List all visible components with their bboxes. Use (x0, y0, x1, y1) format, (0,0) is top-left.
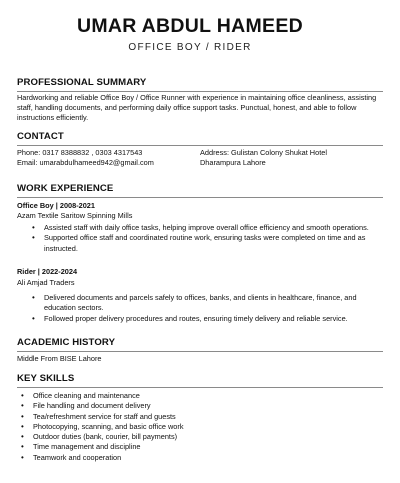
contact-email: Email: umarabdulhameed942@gmail.com (17, 158, 154, 167)
education-text: Middle From BISE Lahore (17, 354, 102, 363)
experience-heading: WORK EXPERIENCE (17, 183, 114, 194)
summary-text: Hardworking and reliable Office Boy / Office Runner with experience in maintaining office cleanliness, assisting staff, handling documents, and performing daily office support tasks. Punctual, honest, and able to follow instructions efficiently. (17, 93, 377, 123)
contact-heading: CONTACT (17, 131, 64, 142)
contact-address-line2: Dharampura Lahore (200, 158, 266, 167)
list-item: • Followed proper delivery procedures and routes, ensuring timely delivery and reliable service. (32, 314, 376, 324)
list-item: • Supported office staff and coordinated routine work, ensuring tasks were completed on time and as instructed. (32, 233, 376, 254)
job-company: Ali Amjad Traders (17, 278, 75, 287)
skills-heading: KEY SKILLS (17, 373, 75, 384)
list-item: • Office cleaning and maintenance (21, 391, 381, 401)
list-item: • Delivered documents and parcels safely to offices, banks, and clients in healthcare, finance, and education sectors. (32, 293, 376, 314)
contact-phone: Phone: 0317 8388832 , 0303 4317543 (17, 148, 143, 157)
job-title: Office Boy | 2008-2021 (17, 201, 95, 210)
job-duties (32, 223, 376, 254)
experience-divider (17, 197, 383, 198)
list-item: • Outdoor duties (bank, courier, bill payments) (21, 432, 381, 442)
list-item: • Assisted staff with daily office tasks, helping improve overall office efficiency and smooth operations. (32, 223, 376, 233)
contact-address-line1: Address: Gulistan Colony Shukat Hotel (200, 148, 327, 157)
summary-divider (17, 91, 383, 92)
list-item: • Tea/refreshment service for staff and guests (21, 412, 381, 422)
job-duties (32, 293, 376, 324)
candidate-role: OFFICE BOY / RIDER (128, 42, 252, 53)
summary-heading: PROFESSIONAL SUMMARY (17, 77, 147, 88)
education-divider (17, 351, 383, 352)
candidate-name: UMAR ABDUL HAMEED (76, 15, 304, 37)
job-title: Rider | 2022-2024 (17, 267, 78, 276)
list-item: • Time management and discipline (21, 442, 381, 452)
list-item: • Photocopying, scanning, and basic office work (21, 422, 381, 432)
education-heading: ACADEMIC HISTORY (17, 337, 116, 348)
skills-list (21, 391, 381, 463)
contact-divider (17, 145, 383, 146)
list-item: • Teamwork and cooperation (21, 453, 381, 463)
job-company: Azam Textile Saritow Spinning Mills (17, 211, 133, 220)
skills-divider (17, 387, 383, 388)
list-item: • File handling and document delivery (21, 401, 381, 411)
